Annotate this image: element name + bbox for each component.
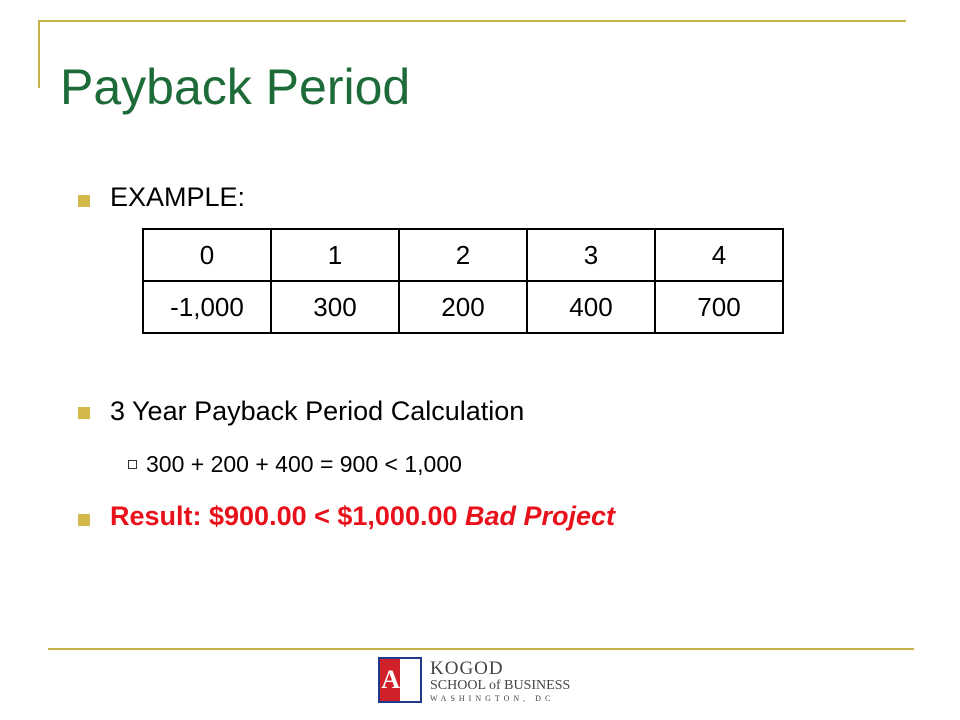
table-row-years [143,229,783,281]
logo-line-school: SCHOOL of BUSINESS [430,678,571,693]
result-prefix: Result: $900.00 < $1,000.00 [110,501,465,531]
flow-cell: 300 [271,281,399,333]
calc-heading: 3 Year Payback Period Calculation [110,396,525,426]
au-logo-mark [378,657,422,703]
frame-left-line [38,20,40,88]
slide-title: Payback Period [60,59,411,115]
table-row-flows [143,281,783,333]
bullet-square-icon [78,407,90,419]
result-verdict: Bad Project [465,501,616,531]
flow-cell: -1,000 [143,281,271,333]
calc-expression: 300 + 200 + 400 = 900 < 1,000 [146,451,462,477]
example-label: EXAMPLE: [110,182,246,212]
year-cell: 3 [527,229,655,281]
flow-cell: 400 [527,281,655,333]
year-cell: 2 [399,229,527,281]
au-logo-letters: AU [381,665,419,694]
bullet-square-icon [78,195,90,207]
cashflow-table [142,228,784,334]
flow-cell: 700 [655,281,783,333]
bullet-square-icon [78,514,90,526]
kogod-logo [378,657,571,707]
year-cell: 4 [655,229,783,281]
logo-line-kogod: KOGOD [430,658,504,679]
flow-cell: 200 [399,281,527,333]
year-cell: 0 [143,229,271,281]
frame-bottom-line [48,648,914,650]
result-line [110,503,615,530]
year-cell: 1 [271,229,399,281]
sub-bullet-square-icon [128,460,137,469]
logo-line-location: WASHINGTON, DC [430,694,555,703]
frame-top-line [38,20,906,22]
